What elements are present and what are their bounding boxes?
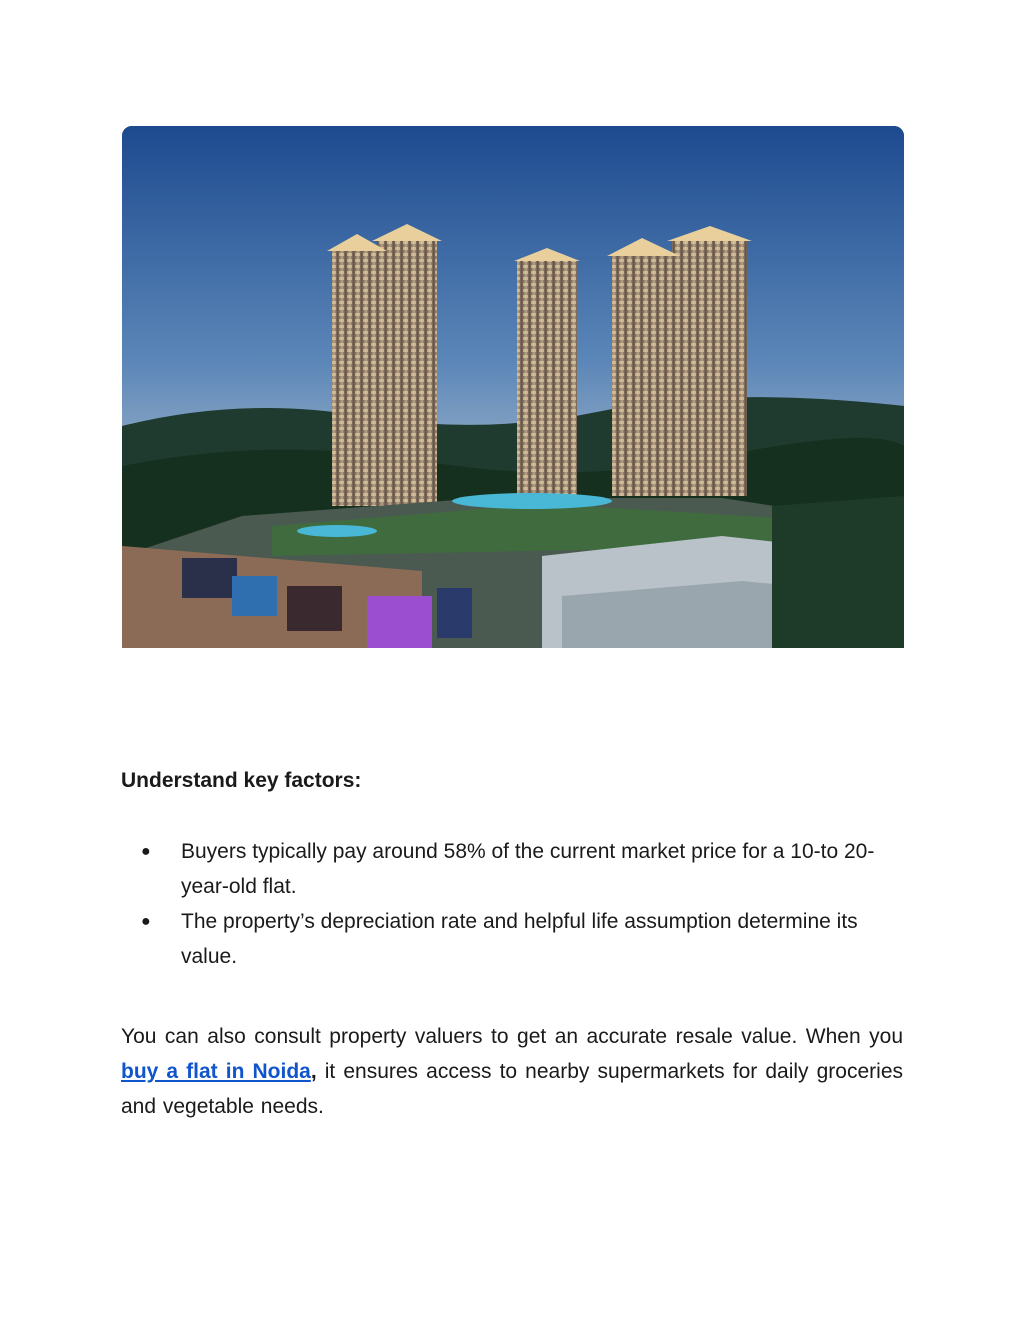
paragraph-comma: , bbox=[310, 1060, 317, 1083]
list-item bbox=[121, 834, 911, 904]
list-item-text: Buyers typically pay around 58% of the current market price for a 10-to 20-year-old flat. bbox=[181, 840, 875, 898]
residential-towers-image bbox=[122, 126, 904, 648]
bullet-marker: ● bbox=[141, 843, 151, 860]
section-heading: Understand key factors: bbox=[121, 769, 362, 792]
list-item bbox=[121, 904, 911, 974]
hero-image bbox=[122, 126, 904, 648]
list-item-text: The property’s depreciation rate and helpful life assumption determine its value. bbox=[181, 910, 858, 968]
bullet-marker: ● bbox=[141, 913, 151, 930]
body-paragraph bbox=[121, 1019, 903, 1124]
buy-flat-noida-link[interactable]: buy a flat in Noida bbox=[121, 1060, 311, 1083]
paragraph-text-end: it ensures access to nearby supermarkets for daily groceries and vegetable needs. bbox=[121, 1060, 903, 1118]
key-factors-list bbox=[121, 834, 911, 974]
paragraph-text-start: You can also consult property valuers to get an accurate resale value. When you bbox=[121, 1025, 903, 1048]
